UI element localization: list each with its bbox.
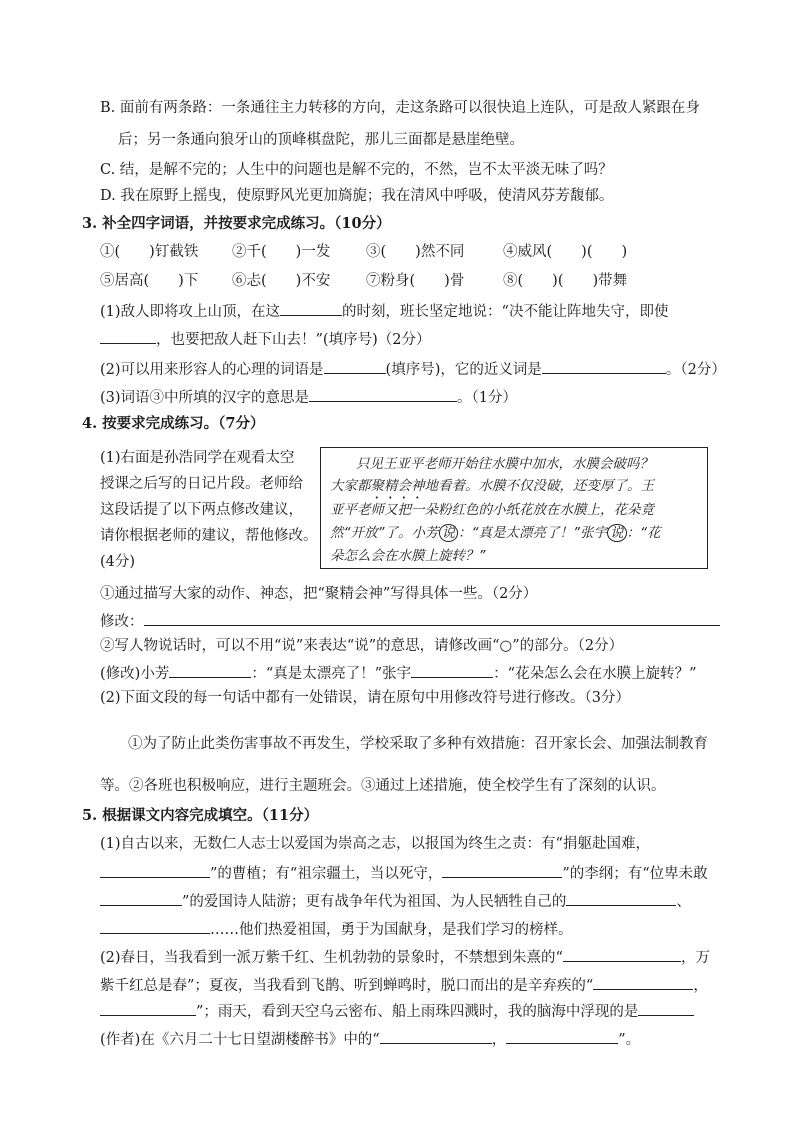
- q2-option-d: D. 我在原野上摇曳，使原野风光更加旖旎；我在清风中呼吸，使清风芬芳馥郁。: [100, 188, 614, 204]
- q3-word-5: ⑤居高( )下: [100, 273, 199, 289]
- answer-blank[interactable]: [411, 662, 493, 678]
- q5-a-line3: [100, 890, 691, 912]
- q5-a2-a: ”的曹植；有“祖宗疆土，当以死守，: [210, 866, 443, 882]
- q3-word-3: ③( )然不同: [366, 244, 465, 260]
- q5-a-line4: [100, 918, 573, 940]
- q2-option-b-line1: B. 面前有两条路：一条通往主力转移的方向，走这条路可以很快追上连队，可是敌人紧跟在身: [100, 100, 700, 116]
- q3-word-6: ⑥忐( )不安: [232, 273, 331, 289]
- q4-revise-row: [100, 610, 720, 632]
- q5-b4-b: ，: [491, 1032, 507, 1048]
- answer-blank[interactable]: [144, 610, 720, 626]
- answer-blank[interactable]: [100, 918, 210, 934]
- answer-blank[interactable]: [380, 1028, 492, 1044]
- q5-a-line2: [100, 862, 708, 884]
- q5-b1-b: ，万: [680, 950, 710, 966]
- q4-intro-line3: 这段话提了以下两点修改建议，: [100, 502, 303, 518]
- q3-word-4: ④威风( )( ): [503, 244, 628, 260]
- q4-req1: ①通过描写大家的动作、神态，把“聚精会神”写得具体一些。（2分）: [100, 586, 538, 602]
- q4-revise2-b: ：“真是太漂亮了！”张宇: [251, 666, 412, 682]
- q5-a3-a: ”的爱国诗人陆游；更有战争年代为祖国、为人民牺牲自己的: [182, 894, 567, 910]
- q3-word-8: ⑧( )( )带舞: [503, 273, 628, 289]
- diary-line2-a: 大家都: [330, 478, 371, 494]
- q5-b4-a: (作者)在《六月二十七日望湖楼醉书》中的“: [100, 1032, 380, 1048]
- q4-intro-line5: (4分): [100, 554, 136, 570]
- answer-blank[interactable]: [100, 1000, 196, 1016]
- q5-b2-a: 紫千红总是春”；夏夜，当我看到飞鹊、听到蝉鸣时，脱口而出的是辛弃疾的“: [100, 978, 594, 994]
- answer-blank[interactable]: [100, 890, 182, 906]
- q5-b1-a: (2)春日，当我看到一派万紫千红、生机勃勃的景象时，不禁想到朱熹的“: [100, 950, 563, 966]
- diary-line2-c: 地看着。水膜不仅没破，还变厚了。王: [424, 478, 654, 494]
- answer-blank[interactable]: [593, 974, 693, 990]
- answer-blank[interactable]: [324, 358, 386, 374]
- answer-blank[interactable]: [442, 862, 562, 878]
- q5-b-line4: [100, 1028, 640, 1050]
- q5-a-line1: (1)自古以来，无数仁人志士以爱国为崇高之志，以报国为终生之责：有“捐躯赴国难，: [100, 836, 650, 852]
- q3-sub3-text-b: 。（1分）: [457, 390, 518, 406]
- q3-sub1-line2: [100, 328, 430, 350]
- q5-b-line1: [100, 946, 710, 968]
- diary-line4-a: 然“开放”了。小芳: [330, 525, 439, 541]
- q3-sub1-line1: [100, 300, 668, 322]
- answer-blank[interactable]: [309, 386, 457, 402]
- diary-line4-c: ：“真是太漂亮了！”张宇: [458, 525, 607, 541]
- q4-intro-line2: 授课之后写的日记片段。老师给: [100, 476, 303, 492]
- q4-revise2-row: [100, 662, 696, 684]
- q5-b-line3: [100, 1000, 694, 1022]
- diary-line5: 朵怎么会在水膜上旋转？”: [330, 548, 486, 564]
- answer-blank[interactable]: [506, 1028, 618, 1044]
- q3-sub1-text-c: ，也要把敌人赶下山去！”(填序号)（2分）: [156, 332, 431, 348]
- answer-blank[interactable]: [100, 862, 210, 878]
- q3-word-7: ⑦粉身( )骨: [366, 273, 465, 289]
- q3-sub2: [100, 358, 726, 380]
- q3-word-2: ②千( )一发: [232, 244, 331, 260]
- q5-title: 5. 根据课文内容完成填空。（11分）: [82, 807, 319, 824]
- circled-word: 说: [607, 524, 627, 542]
- answer-blank[interactable]: [169, 662, 251, 678]
- revise-label: 修改：: [100, 614, 144, 630]
- q3-sub3: [100, 386, 517, 408]
- q3-title: 3. 补全四字词语，并按要求完成练习。（10分）: [82, 215, 391, 232]
- q3-sub2-text-a: (2)可以用来形容人的心理的词语是: [100, 362, 324, 378]
- q5-b-line2: [100, 974, 708, 996]
- q5-b4-c: ”。: [618, 1032, 641, 1048]
- q2-option-b-line2: 后；另一条通向狼牙山的顶峰棋盘陀，那儿三面都是悬崖绝壁。: [118, 132, 524, 148]
- answer-blank[interactable]: [100, 328, 156, 344]
- q4-req2: ②写人物说话时，可以不用“说”来表达“说”的意思，请修改画“○”的部分。（2分）: [100, 638, 624, 654]
- dotted-phrase: 聚精会神: [370, 478, 425, 494]
- q4-revise2-c: ：“花朵怎么会在水膜上旋转？”: [493, 666, 697, 682]
- q4-intro-line1: (1)右面是孙浩同学在观看太空: [100, 450, 295, 466]
- q5-a2-b: ”的李纲；有“位卑未敢: [562, 866, 708, 882]
- diary-line3: 亚平老师又把一朵粉红色的小纸花放在水膜上，花朵竟: [330, 502, 654, 518]
- q4-intro-line4: 请你根据老师的建议，帮他修改。: [100, 528, 318, 544]
- answer-blank[interactable]: [280, 300, 342, 316]
- circled-word: 说: [439, 524, 459, 542]
- q3-sub2-text-c: 。（2分）: [665, 362, 726, 378]
- q3-sub3-text-a: (3)词语③中所填的汉字的意思是: [100, 390, 310, 406]
- answer-blank[interactable]: [566, 890, 676, 906]
- answer-blank[interactable]: [638, 1000, 694, 1016]
- q5-b2-b: ，: [693, 978, 708, 994]
- q4-revise2-a: (修改)小芳: [100, 666, 170, 682]
- q5-a3-b: 、: [676, 894, 691, 910]
- q4-title: 4. 按要求完成练习。（7分）: [82, 415, 265, 432]
- q3-sub1-text-a: (1)敌人即将攻上山顶，在这: [100, 304, 281, 320]
- answer-blank[interactable]: [542, 358, 666, 374]
- q4-paragraph-line2: 等。②各班也积极响应，进行主题班会。③通过上述措施，使全校学生有了深刻的认识。: [100, 778, 666, 794]
- diary-line1: 只见王亚平老师开始往水膜中加水，水膜会破吗？: [356, 456, 653, 472]
- answer-blank[interactable]: [563, 946, 681, 962]
- q3-word-1: ①( )钉截铁: [100, 244, 199, 260]
- q5-a4: ……他们热爱祖国，勇于为国献身，是我们学习的榜样。: [210, 922, 573, 938]
- q4-paragraph-line1: ①为了防止此类伤害事故不再发生，学校采取了多种有效措施：召开家长会、加强法制教育: [128, 736, 708, 752]
- q2-option-c: C. 结，是解不完的；人生中的问题也是解不完的，不然，岂不太平淡无味了吗？: [100, 162, 613, 178]
- q5-b3-a: ”；雨天，看到天空乌云密布、船上雨珠四溅时，我的脑海中浮现的是: [196, 1004, 639, 1020]
- q3-sub1-text-b: 的时刻，班长坚定地说：“决不能让阵地失守，即使: [342, 304, 669, 320]
- diary-line4-e: ：“花: [626, 525, 661, 541]
- q4-part2: (2)下面文段的每一句话中都有一处错误，请在原句中用修改符号进行修改。（3分）: [100, 690, 631, 706]
- q3-sub2-text-b: (填序号)，它的近义词是: [385, 362, 542, 378]
